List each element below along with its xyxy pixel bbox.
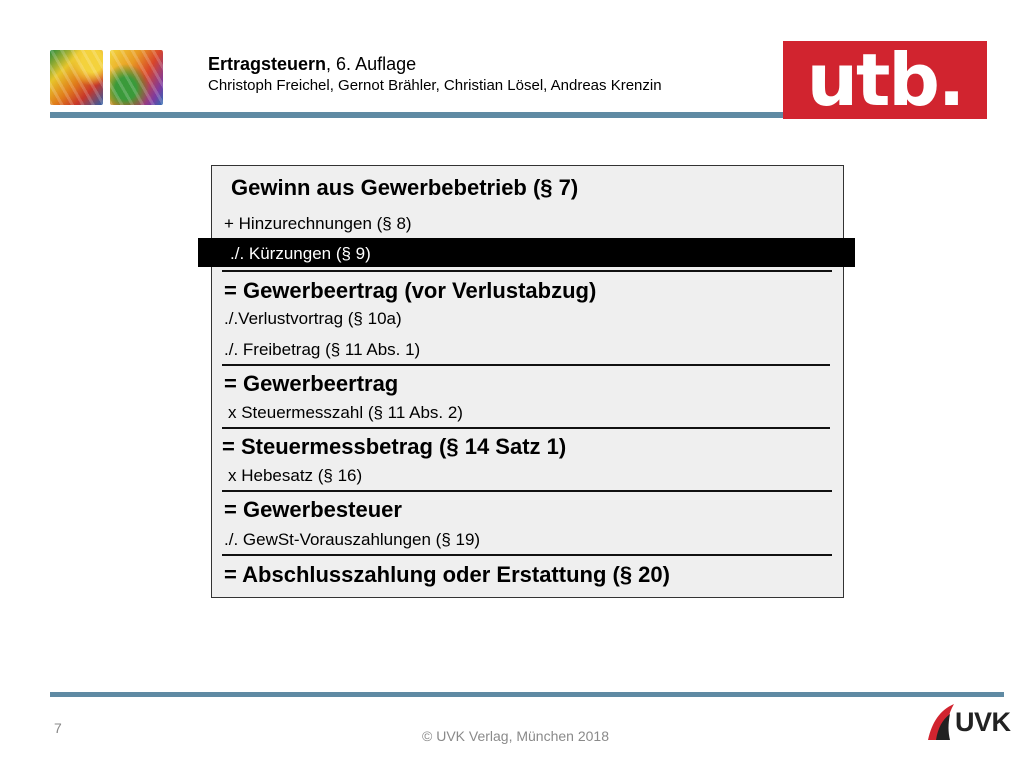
book-cover-thumbnail-2: [110, 50, 163, 105]
book-cover-thumbnail-1: [50, 50, 103, 105]
copyright-notice: © UVK Verlag, München 2018: [422, 728, 609, 744]
row-hinzurechnungen: + Hinzurechnungen (§ 8): [224, 214, 412, 233]
row-hebesatz: x Hebesatz (§ 16): [228, 466, 363, 485]
book-authors: Christoph Freichel, Gernot Brähler, Christian Lösel, Andreas Krenzin: [208, 77, 662, 94]
header-divider: [50, 112, 850, 118]
row-gewinn: Gewinn aus Gewerbebetrieb (§ 7): [231, 175, 579, 200]
page-number: 7: [54, 720, 62, 736]
divider-2: [222, 364, 830, 366]
footer-divider: [50, 692, 1004, 697]
divider-4: [222, 490, 832, 492]
row-gewst-vorauszahlungen: ./. GewSt-Vorauszahlungen (§ 19): [224, 530, 481, 549]
row-steuermessbetrag: = Steuermessbetrag (§ 14 Satz 1): [222, 434, 567, 459]
row-gewerbesteuer: = Gewerbesteuer: [224, 497, 402, 522]
row-verlustvortrag: ./.Verlustvortrag (§ 10a): [224, 309, 402, 328]
divider-1: [222, 270, 832, 272]
row-kuerzungen: ./. Kürzungen (§ 9): [230, 244, 371, 263]
book-title-bold: Ertragsteuern: [208, 54, 327, 74]
divider-3: [222, 427, 830, 429]
book-title-edition: , 6. Auflage: [326, 54, 417, 74]
uvk-logo-text: UVK: [955, 707, 1011, 737]
row-steuermesszahl: x Steuermesszahl (§ 11 Abs. 2): [228, 403, 463, 422]
book-title: [208, 54, 416, 75]
row-abschlusszahlung: = Abschlusszahlung oder Erstattung (§ 20): [224, 562, 670, 587]
divider-5: [222, 554, 832, 556]
row-gewerbeertrag-vor-verlustabzug: = Gewerbeertrag (vor Verlustabzug): [224, 278, 597, 303]
row-freibetrag: ./. Freibetrag (§ 11 Abs. 1): [224, 340, 421, 359]
row-gewerbeertrag: = Gewerbeertrag: [224, 371, 399, 396]
utb-logo: utb.: [783, 41, 987, 119]
